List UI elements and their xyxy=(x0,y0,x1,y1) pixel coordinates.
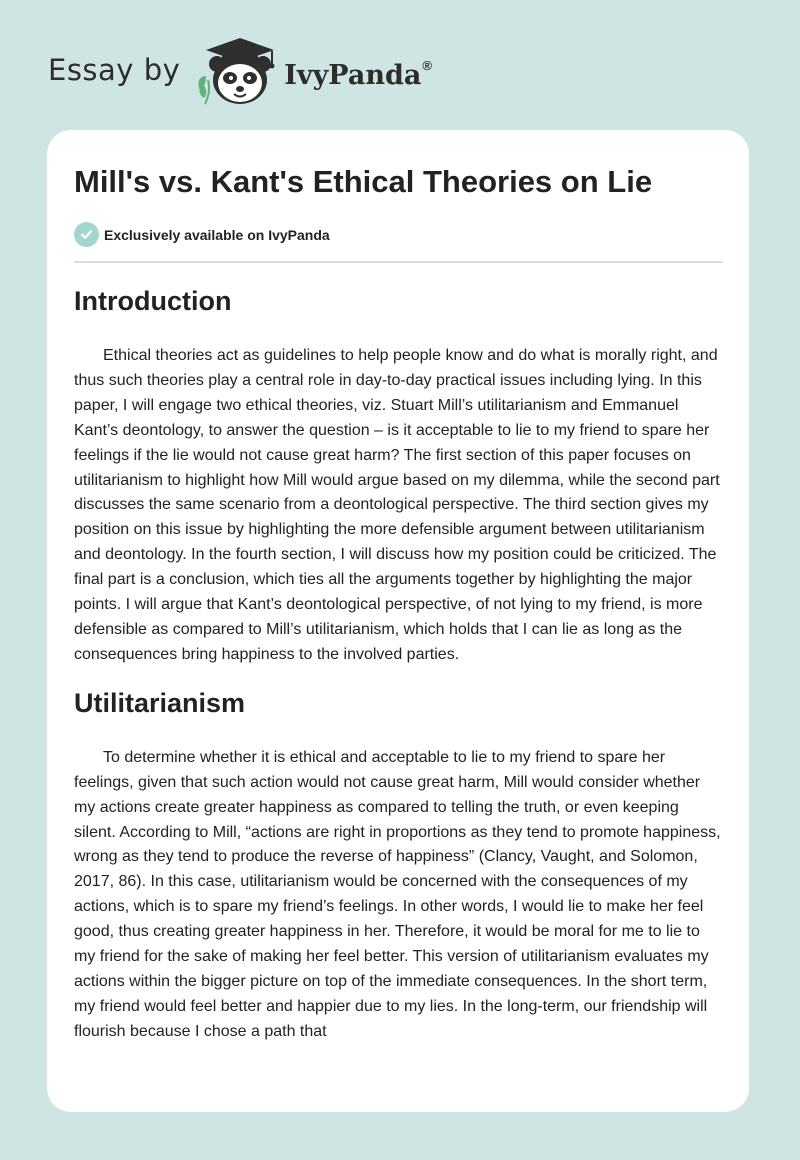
brand-name-text: IvyPanda xyxy=(284,59,422,91)
title-divider xyxy=(74,261,723,263)
registered-mark: ® xyxy=(422,57,432,73)
brand-name xyxy=(284,57,432,91)
section-paragraph-utilitarianism: To determine whether it is ethical and acceptable to lie to my friend to spare her feelings, given that such action would not cause great harm, Mill would consider whether my actions create greater happiness as compared to telling the truth, or even keeping silent. According to Mill, “actions are right in proportions as they tend to promote happiness, wrong as they tend to produce the reverse of happiness” (Clancy, Vaught, and Solomon, 2017, 86). In this case, utilitarianism would be concerned with the consequences of my actions, which is to spare my friend’s feelings. In other words, I would lie to make her feel good, thus creating greater happiness in her. Therefore, it would be moral for me to lie to my friend for the sake of making her feel better. This version of utilitarianism evaluates my actions within the bigger picture on top of the immediate consequences. In the short term, my friend would feel better and happier due to my lies. In the long-term, our friendship will flourish because I chose a path that xyxy=(74,748,721,1040)
essay-content xyxy=(74,280,723,1053)
section-heading-introduction: Introduction xyxy=(74,286,232,316)
check-icon xyxy=(74,222,99,247)
section-paragraph-introduction: Ethical theories act as guidelines to help people know and do what is morally right, and thus such theories play a central role in day-to-day practical issues including lying. In this paper, I will engage two ethical theories, viz. Stuart Mill’s utilitarianism and Emmanuel Kant’s deontology, to answer the question – is it acceptable to lie to my friend to spare her feelings if the lie would not cause great harm? The first section of this paper focuses on utilitarianism to highlight how Mill would argue based on my dilemma, while the second part discusses the same scenario from a deontological perspective. The third section gives my position on this issue by highlighting the more defensible argument between utilitarianism and deontology. In the fourth section, I will discuss how my position could be criticized. The final part is a conclusion, which ties all the arguments together by highlighting the major points. I will argue that Kant’s deontological perspective, of not lying to my friend, is more defensible as compared to Mill’s utilitarianism, which holds that I can lie as long as the consequences bring happiness to the involved parties. xyxy=(74,347,720,663)
essay-title: Mill's vs. Kant's Ethical Theories on Lie xyxy=(74,164,653,199)
brand-prefix: Essay by xyxy=(48,53,181,87)
section-heading-utilitarianism: Utilitarianism xyxy=(74,687,246,718)
essay-card xyxy=(47,130,749,1112)
check-mark-icon xyxy=(80,228,93,241)
exclusive-label: Exclusively available on IvyPanda xyxy=(104,226,330,243)
brand-header xyxy=(48,36,432,108)
ivypanda-logo-icon xyxy=(194,36,280,108)
exclusive-badge xyxy=(74,222,330,247)
